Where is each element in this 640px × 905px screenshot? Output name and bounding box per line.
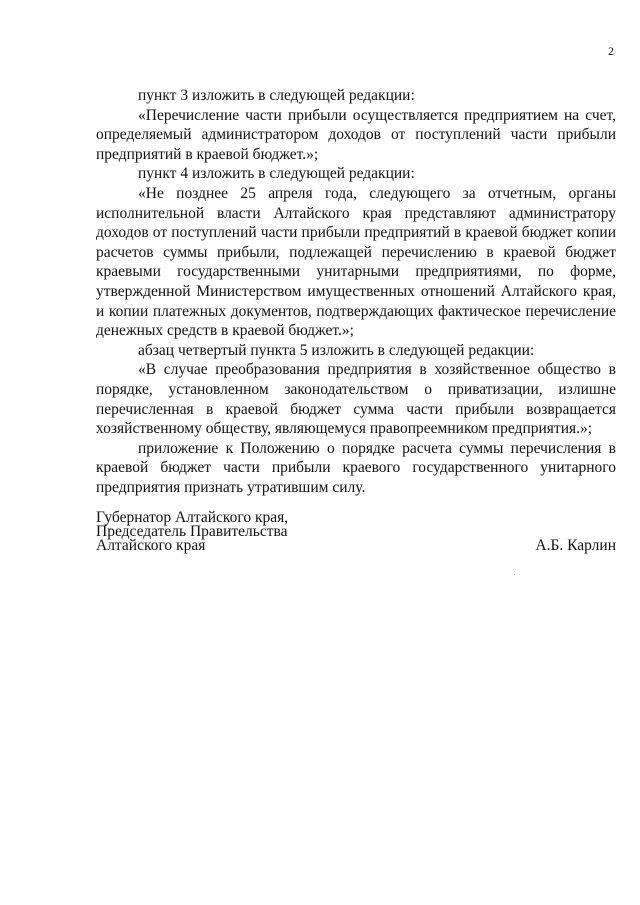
paragraph-appendix: приложение к Положению о порядке расчета суммы перечисления в краевой бюджет части прибыли краевого государственного унитарного предприятия признать утратившим силу. [96, 439, 616, 496]
signatory-title-line: Губернатор Алтайского края, [96, 509, 289, 526]
document-body [96, 86, 616, 497]
signatory-title-line: Алтайского края [96, 537, 206, 554]
paragraph-point-5-intro: абзац четвертый пункта 5 изложить в следующей редакции: [138, 341, 535, 359]
paragraph-point-3-text: «Перечисление части прибыли осуществляется предприятием на счет, определяемый администратором доходов от поступлений части прибыли предприятий в краевой бюджет.»; [96, 106, 616, 163]
page-number: 2 [608, 44, 614, 58]
paragraph-point-4-intro: пункт 4 изложить в следующей редакции: [138, 165, 415, 183]
signatory-title-line: Председатель Правительства [96, 523, 288, 540]
paragraph-point-3-intro: пункт 3 изложить в следующей редакции: [138, 87, 415, 104]
paragraph-point-5-text: «В случае преобразования предприятия в хозяйственное общество в порядке, установленном законодательством о приватизации, излишне перечисленная в краевой бюджет сумма части прибыли возвращается хозяйственному обществу, являющемуся правопреемником предприятия.»; [96, 361, 616, 438]
signatory-name: А.Б. Карлин [535, 537, 616, 554]
scan-speck [514, 574, 515, 575]
signature-block [96, 511, 616, 553]
paragraph-point-4-text: «Не позднее 25 апреля года, следующего за отчетным, органы исполнительной власти Алтайского края представляют администратору доходов от поступлений части прибыли предприятий в краевой бюджет копии расчетов суммы прибыли, подлежащей перечислению в краевой бюджет краевыми государственными унитарными предприятиями, по форме, утвержденной Министерством имущественных отношений Алтайского края, и копии платежных документов, подтверждающих фактическое перечисление денежных средств в краевой бюджет.»; [96, 184, 616, 340]
